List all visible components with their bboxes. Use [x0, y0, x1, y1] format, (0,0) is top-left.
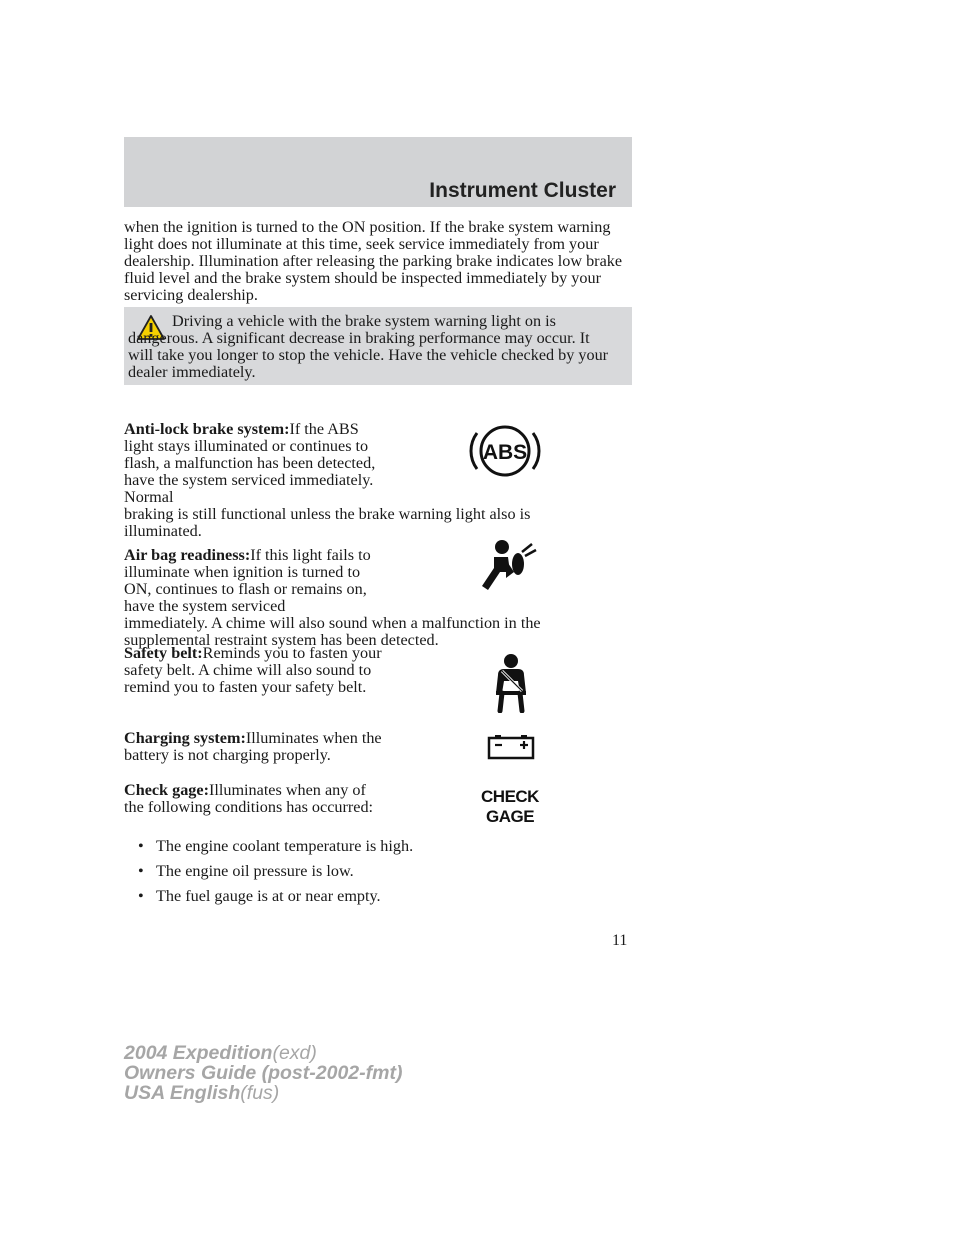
page-number: 11 [612, 932, 628, 949]
check-gage-conditions [124, 838, 424, 913]
charging-lead: Charging system: [124, 729, 246, 747]
abs-lead: Anti-lock brake system: [124, 420, 290, 438]
seatbelt-lead: Safety belt: [124, 644, 203, 662]
list-item: • The engine oil pressure is low. [138, 862, 354, 880]
check-gage-icon-line2: GAGE [485, 807, 535, 826]
seatbelt-text: Reminds you to fasten your safety belt. A chime will also sound to remind you to fasten your safety belt. [124, 644, 382, 696]
list-item: • The engine coolant temperature is high. [138, 837, 414, 855]
check-gage-icon [462, 787, 558, 827]
check-gage-icon-line1: CHECK [481, 787, 539, 806]
battery-icon [486, 731, 536, 761]
check-gage-description [124, 782, 382, 816]
abs-icon [465, 421, 545, 481]
seatbelt-icon [490, 653, 534, 713]
footer-model: 2004 Expedition [124, 1042, 273, 1064]
intro-paragraph: when the ignition is turned to the ON position. If the brake system warning light does not illuminate at this time, seek service immediately from your dealership. Illumination after releasing the parking brake indicates low brake fluid level and the brake system should be inspected immediately by your servicing dealership. [124, 218, 623, 304]
abs-text-wide: braking is still functional unless the brake warning light also is illuminated. [124, 505, 531, 540]
footer [124, 1043, 402, 1103]
check-gage-text: Illuminates when any of the following conditions has occurred: [124, 781, 374, 816]
airbag-text-wide: immediately. A chime will also sound when a malfunction in the supplemental restraint system has been detected. [124, 614, 541, 649]
abs-icon-label: ABS [482, 441, 528, 464]
charging-text: Illuminates when the battery is not charging properly. [124, 729, 382, 764]
charging-description [124, 730, 382, 764]
airbag-icon [480, 538, 540, 593]
check-gage-lead: Check gage: [124, 781, 209, 799]
abs-text-narrow: If the ABS light stays illuminated or continues to flash, a malfunction has been detected, have the system serviced immediately. Normal [124, 420, 376, 506]
warning-box [124, 307, 632, 385]
seatbelt-description [124, 645, 382, 696]
footer-model-code: (exd) [272, 1042, 317, 1064]
list-item: • The fuel gauge is at or near empty. [138, 887, 381, 905]
page-title: Instrument Cluster [429, 179, 616, 202]
footer-language: USA English [124, 1082, 241, 1104]
airbag-text-narrow: If this light fails to illuminate when ignition is turned to ON, continues to flash or remains on, have the system serviced [124, 546, 371, 615]
header-band [124, 137, 632, 207]
footer-language-code: (fus) [240, 1082, 280, 1104]
airbag-lead: Air bag readiness: [124, 546, 251, 564]
warning-text: Driving a vehicle with the brake system warning light on is dangerous. A significant decrease in braking performance may occur. It will take you longer to stop the vehicle. Have the vehicle checked by your dealer immediately. [128, 312, 609, 381]
footer-guide: Owners Guide (post-2002-fmt) [124, 1062, 403, 1084]
